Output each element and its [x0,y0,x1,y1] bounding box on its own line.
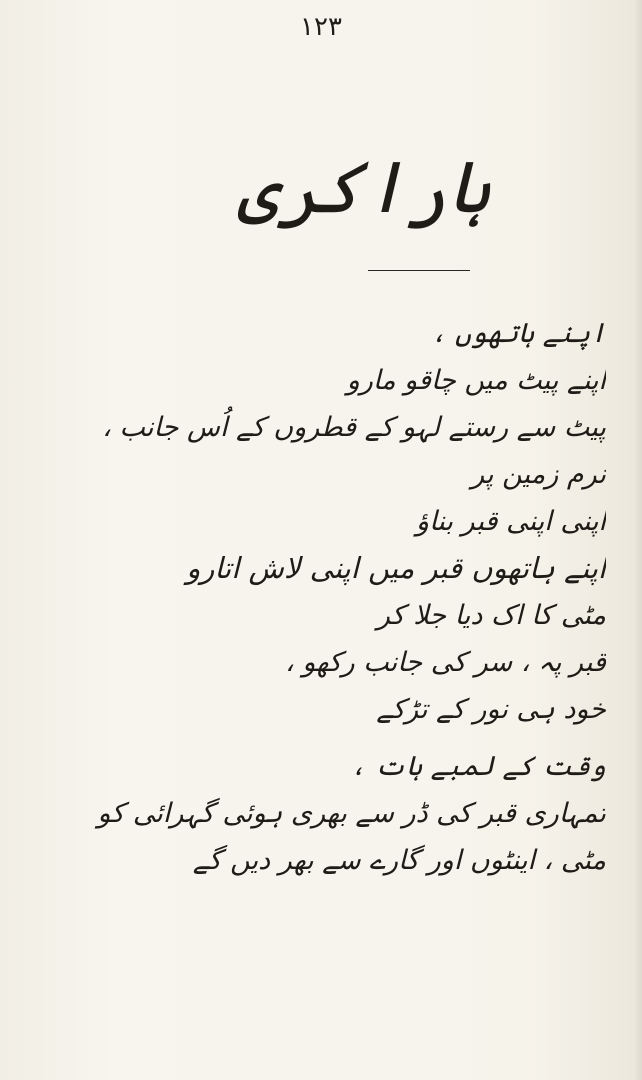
poem-line: اپنے ہاتھوں قبر میں اپنی لاش اتارو [186,551,606,585]
poem-line: قبر پہ ، سر کی جانب رکھو ، [285,647,606,678]
stanza-gap [66,733,606,743]
poem-line: مٹی کا اک دیا جلا کر [376,600,606,631]
poem-body [66,310,606,884]
poem-line: نرم زمین پر [471,459,606,490]
page-number: ١٢٣ [300,12,342,42]
title-underline [368,270,470,271]
poem-line: اپنی اپنی قبر بناؤ [416,506,606,537]
poem-line: تمہاری قبر کی ڈر سے بھری ہوئی گہرائی کو [97,798,606,829]
poem-line: پیٹ سے رستے لہو کے قطروں کے اُس جانب ، [102,412,606,443]
poem-line: اپنے پیٹ میں چاقو مارو [346,365,606,396]
poem-line: اپنے ہاتھوں ، [430,318,606,349]
poem-line: خود ہی نور کے تڑکے [376,694,606,725]
poem-line: مٹی ، اینٹوں اور گارے سے بھر دیں گے [192,845,606,876]
poem-line: وقت کے لمبے ہات ، [350,751,606,782]
poem-title: ہاراکری [236,145,490,229]
page-edge-shadow [634,0,642,1080]
